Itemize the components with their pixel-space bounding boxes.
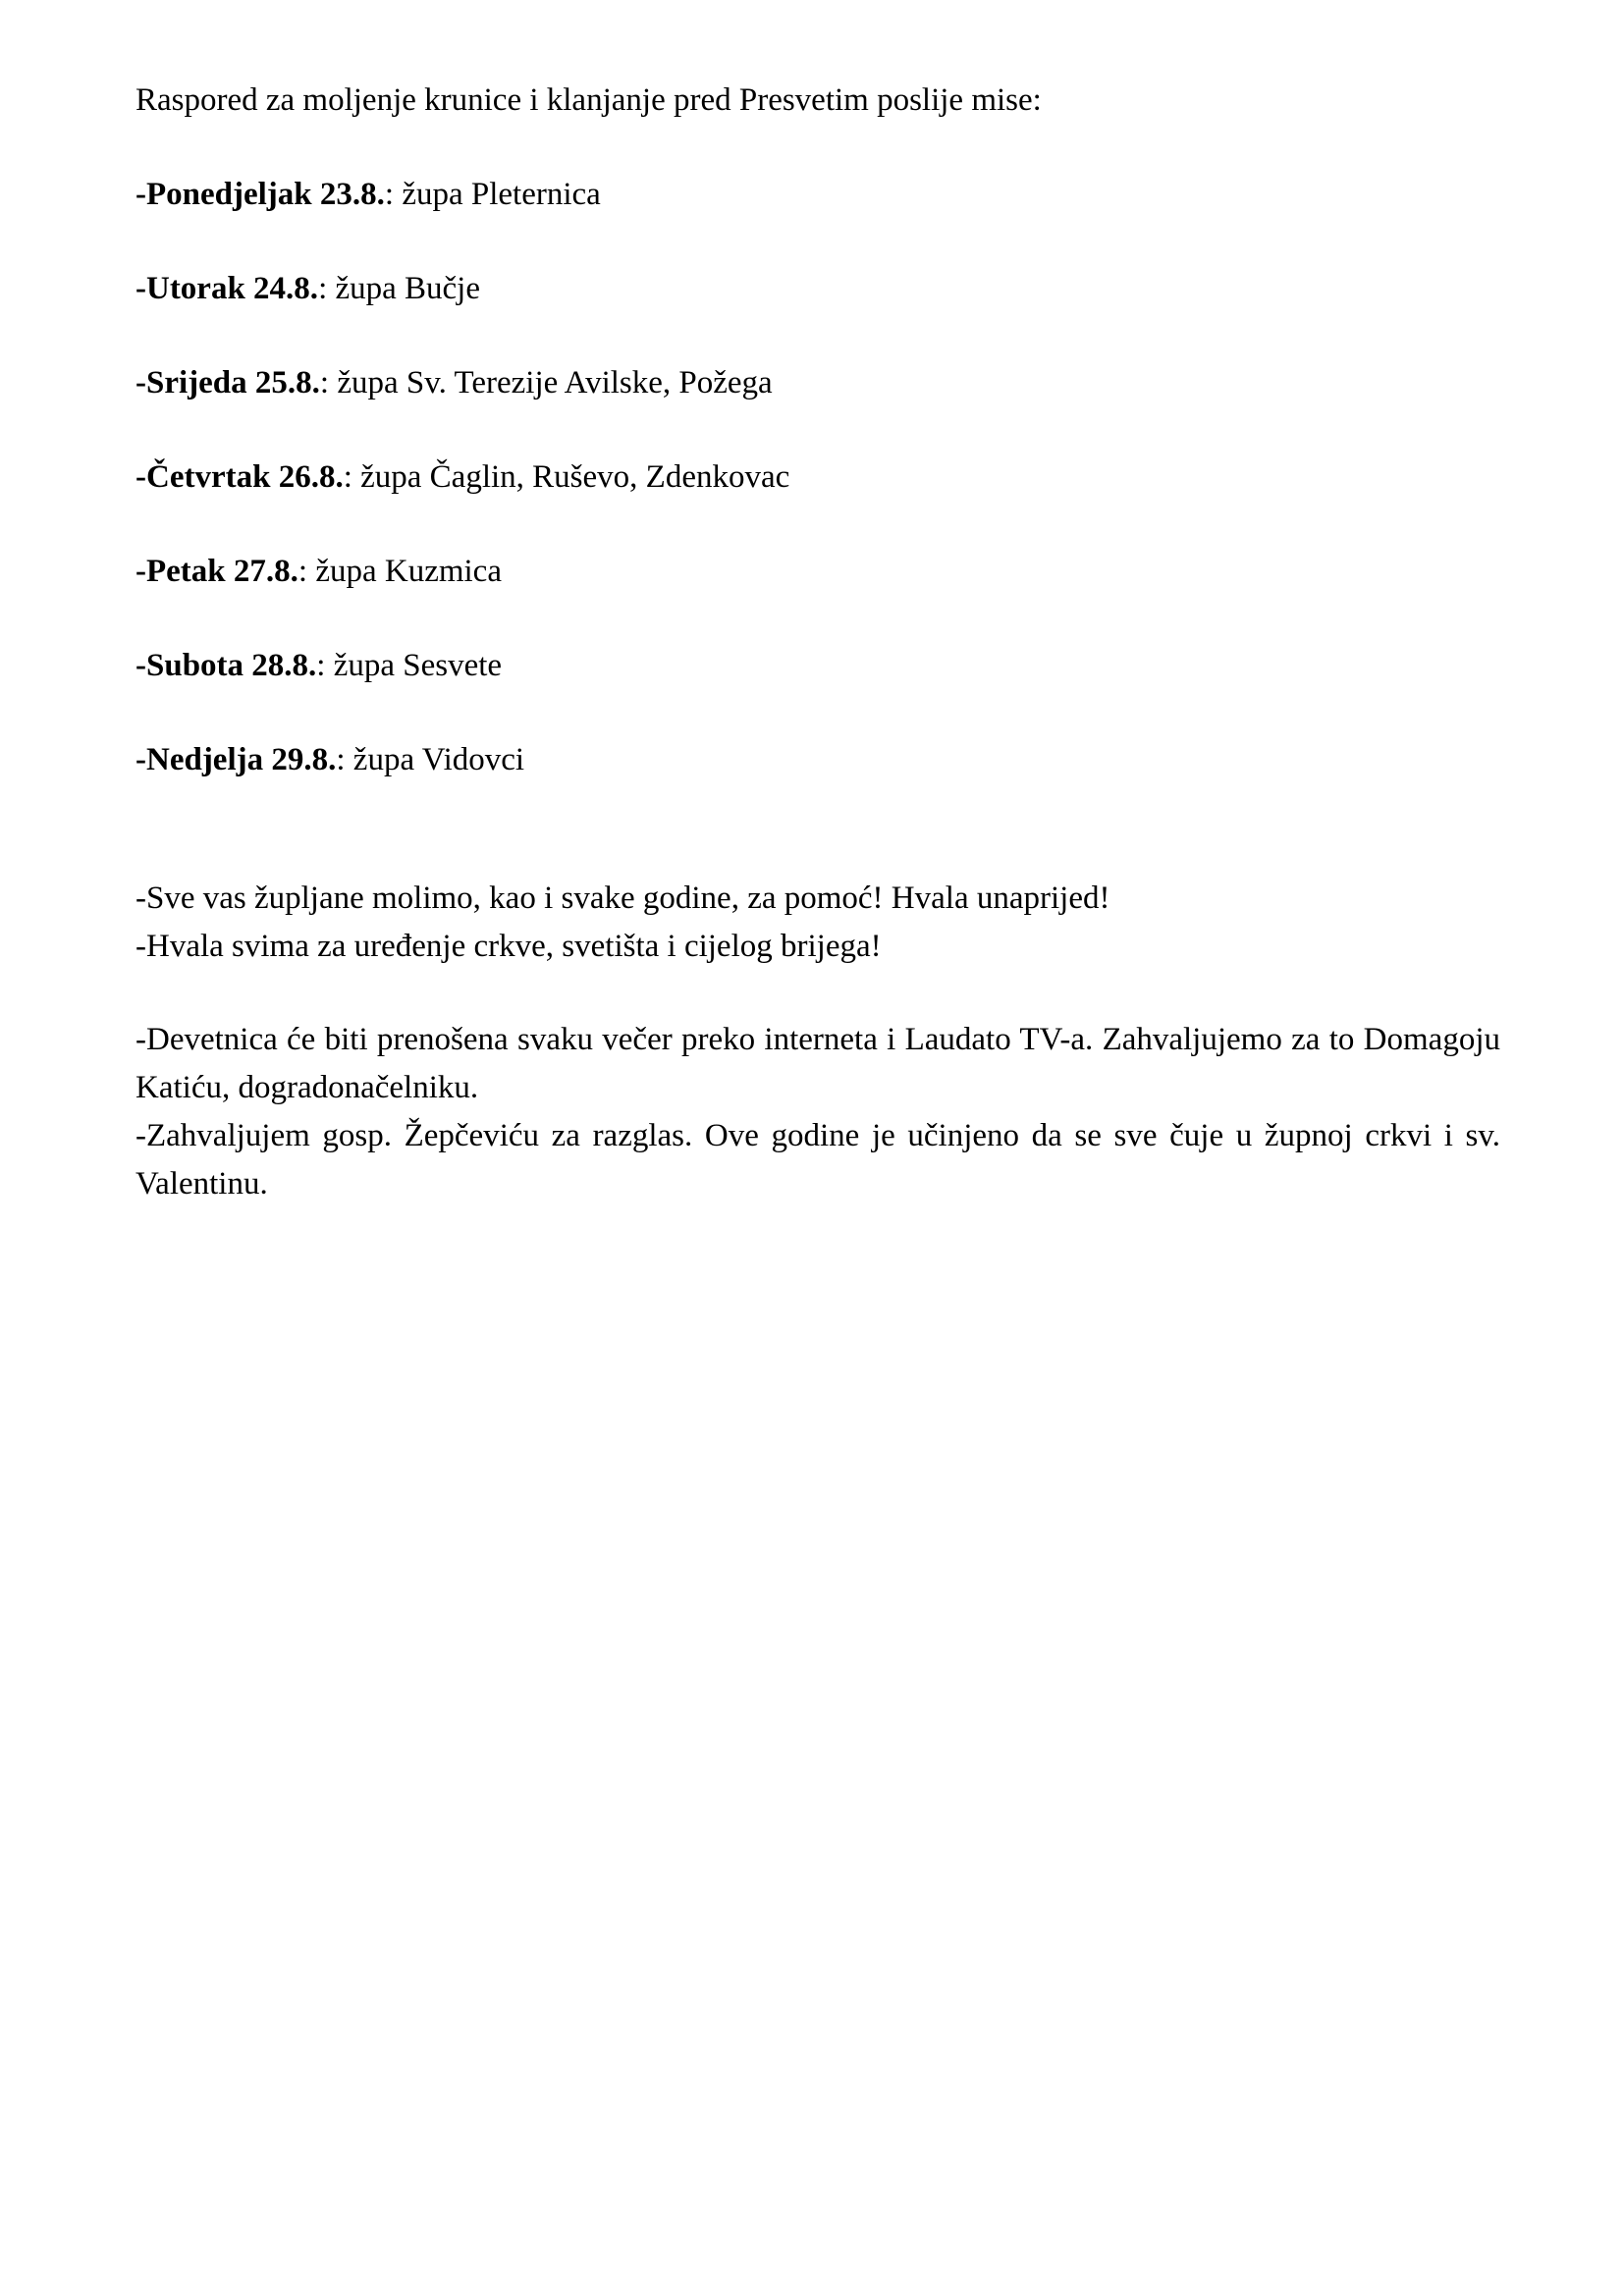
schedule-day: -Nedjelja 29.8. <box>135 742 337 777</box>
schedule-item <box>135 361 789 455</box>
schedule-parish: župa Sv. Terezije Avilske, Požega <box>337 365 773 400</box>
schedule-item <box>135 644 789 738</box>
schedule-parish: župa Pleternica <box>402 177 601 212</box>
schedule-day: -Petak 27.8. <box>135 554 298 589</box>
schedule-day: -Četvrtak 26.8. <box>135 459 344 495</box>
schedule-item <box>135 550 789 644</box>
schedule-day: -Srijeda 25.8. <box>135 365 320 400</box>
announcement-paragraph: -Sve vas župljane molimo, kao i svake godine, za pomoć! Hvala unaprijed! <box>135 881 1110 916</box>
announcement-paragraph: -Hvala svima za uređenje crkve, svetišta i cijelog brijega! <box>135 929 882 964</box>
schedule-item <box>135 173 789 267</box>
schedule-separator: : <box>316 648 334 683</box>
schedule-item <box>135 738 789 832</box>
schedule-list <box>135 173 789 832</box>
announcement-paragraph: -Devetnica će biti prenošena svaku večer preko interneta i Laudato TV-a. Zahvaljujemo za to Domagoju Katiću, dogradonačelniku. <box>135 1022 1500 1105</box>
schedule-parish: župa Bučje <box>335 271 481 306</box>
schedule-separator: : <box>319 365 338 400</box>
schedule-intro: Raspored za moljenje krunice i klanjanje pred Presvetim poslije mise: <box>135 82 1042 118</box>
schedule-separator: : <box>343 459 361 495</box>
announcements-group-2 <box>135 1016 1500 1208</box>
announcements-group-1 <box>135 875 1500 971</box>
schedule-separator: : <box>298 554 316 589</box>
schedule-parish: župa Čaglin, Ruševo, Zdenkovac <box>360 459 790 495</box>
schedule-day: -Utorak 24.8. <box>135 271 319 306</box>
schedule-day: -Subota 28.8. <box>135 648 317 683</box>
schedule-day: -Ponedjeljak 23.8. <box>135 177 385 212</box>
schedule-item <box>135 267 789 361</box>
schedule-parish: župa Sesvete <box>333 648 503 683</box>
schedule-item <box>135 455 789 550</box>
schedule-separator: : <box>336 742 353 777</box>
schedule-parish: župa Vidovci <box>352 742 525 777</box>
schedule-parish: župa Kuzmica <box>315 554 502 589</box>
schedule-separator: : <box>318 271 336 306</box>
schedule-separator: : <box>384 177 403 212</box>
announcement-paragraph: -Zahvaljujem gosp. Žepčeviću za razglas. Ove godine je učinjeno da se sve čuje u župnoj crkvi i sv. Valentinu. <box>135 1118 1500 1201</box>
